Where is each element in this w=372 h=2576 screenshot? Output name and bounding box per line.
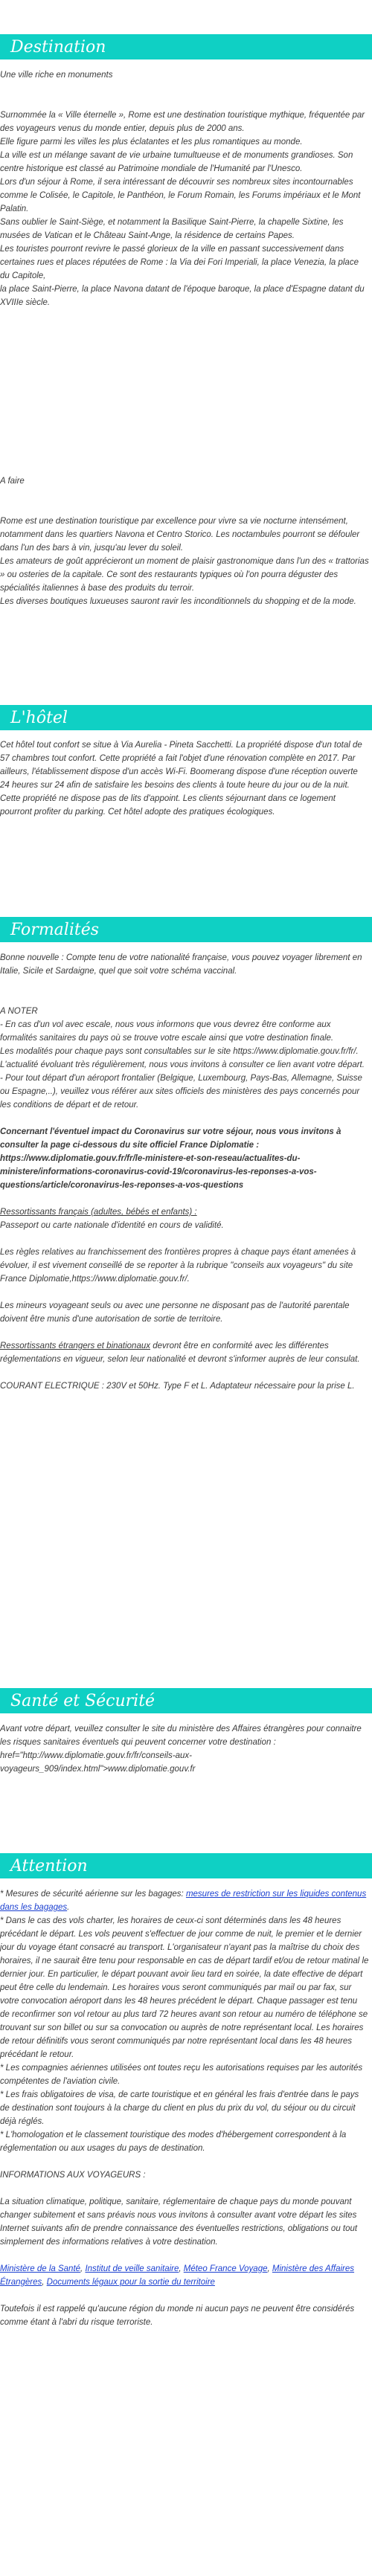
note-paragraph: Les modalités pour chaque pays sont consultables sur le site https://www.diplomatie.gouv.fr/fr/. L'actualité évoluant très régulièrement, nous vous invitons à consulter ce lien avant votre départ. (0, 1047, 365, 1069)
note-paragraph: - Pour tout départ d'un aéroport frontalier (Belgique, Luxembourg, Pays-Bas, Allemagne, Suisse ou Espagne,..), veuillez vous référer aux sites officiels des ministères des pays concernés pour les conditions de départ et de retour. (0, 1074, 362, 1110)
sante-banner (0, 1688, 372, 1713)
hotel-banner (0, 705, 372, 730)
ressortissants-etrangers-text: devront être en conformité avec les différentes réglementations en vigueur, selon leur nationalité et devront s'informer auprès de leur consulat. (0, 1342, 360, 1364)
destination-intro: Une ville riche en monuments (0, 71, 113, 80)
afaire-paragraph: Les diverses boutiques luxueuses sauront ravir les inconditionnels du shopping et de la mode. (0, 597, 356, 606)
hotel-section (0, 738, 369, 819)
destination-banner (0, 34, 372, 59)
formalites-banner (0, 917, 372, 942)
destination-paragraph: la place Saint-Pierre, la place Navona datant de l'époque baroque, la place d'Espagne datant du XVIIIe siècle. (0, 285, 365, 307)
ministere-sante-link[interactable]: Ministère de la Santé (0, 2264, 81, 2273)
affaires-etrangeres-link[interactable]: Ministère des Affaires Étrangères (0, 2264, 355, 2287)
mineurs-paragraph: Les mineurs voyageant seuls ou avec une personne ne disposant pas de l'autorité parentale doivent être munis d'une autorisation de sortie de territoire. (0, 1301, 350, 1324)
afaire-title: A faire (0, 477, 25, 486)
ressortissants-francais-text: Passeport ou carte nationale d'identité en cours de validité. (0, 1221, 224, 1230)
destination-section (0, 68, 369, 309)
info-title: INFORMATIONS AUX VOYAGEURS : (0, 2171, 146, 2180)
courant-electrique: COURANT ELECTRIQUE : 230V et 50Hz. Type F et L. Adaptateur nécessaire pour la prise L. (0, 1382, 355, 1391)
frais-item: * Les frais obligatoires de visa, de carte touristique et en général les frais d'entrée dans le pays de destination sont toujours à la charge du client en plus du prix du vol, du séjour ou du circuit déjà réglés. (0, 2090, 359, 2126)
links-paragraph: Ministère de la Santé, Institut de veille sanitaire, Méteo France Voyage, Ministère des Affaires Étrangères, Documents légaux pour la sortie du territoire (0, 2264, 355, 2287)
bagages-item (0, 1887, 369, 1914)
liquides-link[interactable]: mesures de restriction sur les liquides contenus dans les bagages (0, 1890, 367, 1912)
hotel-paragraph: Cet hôtel tout confort se situe à Via Aurelia - Pineta Sacchetti. La propriété dispose d'un total de 57 chambres tout confort. Cette propriété a fait l'objet d'une rénovation complète en 2017. Par ailleurs, l'établissement dispose d'un accès Wi-Fi. Boomerang dispose d'une réception ouverte 24 heures sur 24 afin de satisfaire les besoins des clients à toute heure du jour ou de la nuit. Cette propriété ne dispose pas de lits d'appoint. Les clients séjournant dans ce logement pourront profiter du parking. Cet hôtel adopte des pratiques écologiques. (0, 741, 362, 817)
ressortissants-francais-title: Ressortissants français (adultes, bébés et enfants) : (0, 1208, 197, 1217)
destination-paragraph: Elle figure parmi les villes les plus éclatantes et les plus romantiques au monde. (0, 138, 303, 146)
afaire-paragraph: Rome est une destination touristique par excellence pour vivre sa vie nocturne intensément, notamment dans les quartiers Navona et Centro Storico. Les noctambules pourront se défouler dans l'un des bars à vin, jusqu'au lever du soleil. (0, 517, 360, 553)
destination-title: Destination (10, 38, 106, 57)
sante-section (0, 1722, 369, 1776)
ressortissants-etrangers-title: Ressortissants étrangers et binationaux (0, 1342, 150, 1350)
note-title: A NOTER (0, 1007, 38, 1016)
bagages-label: * Mesures de sécurité aérienne sur les bagages: (0, 1890, 186, 1899)
homologation-item: * L'homologation et le classement touristique des modes d'hébergement correspondent à la réglementation ou aux usages du pays de destination. (0, 2131, 347, 2153)
sante-title: Santé et Sécurité (10, 1692, 155, 1710)
destination-paragraph: Sans oublier le Saint-Siège, et notamment la Basilique Saint-Pierre, la chapelle Sixtine, les musées de Vatican et le Château Saint-Ange, la résidence de certains Papes. (0, 218, 344, 240)
bagages-suffix: . (67, 1903, 70, 1912)
terrorisme-paragraph: Toutefois il est rappelé qu'aucune région du monde ni aucun pays ne peuvent être considérés comme étant à l'abri du risque terroriste. (0, 2305, 355, 2327)
compagnies-item: * Les compagnies aériennes utilisées ont toutes reçu les autorisations requises par les autorités compétentes de l'aviation civile. (0, 2064, 363, 2086)
formalites-title: Formalités (10, 921, 100, 939)
formalites-section (0, 951, 369, 1393)
frontieres-paragraph: Les règles relatives au franchissement des frontières propres à chaque pays étant amenées à évoluer, il est vivement conseillé de se reporter à la rubrique "conseils aux voyageurs" du site France Diplomatie,https://www.diplomatie.gouv.fr/. (0, 1248, 356, 1284)
coronavirus-notice: Concernant l'éventuel impact du Coronavirus sur votre séjour, nous vous invitons à consulter la page ci-dessous du site officiel France Diplomatie : https://www.diplomatie.gouv.fr/fr/le-ministere-et-son-reseau/actualites-du-ministere/informations-coronavirus-covid-19/coronavirus-les-reponses-a-vos-questions/article/coronavirus-les-reponses-a-vos-questions (0, 1127, 341, 1190)
destination-paragraph: Lors d'un séjour à Rome, il sera intéressant de découvrir ses nombreux sites incontournables comme le Colisée, le Capitole, le Panthéon, le Forum Romain, les Forums impériaux et le Mont Palatin. (0, 178, 361, 213)
note-paragraph: - En cas d'un vol avec escale, nous vous informons que vous devrez être conforme aux formalités sanitaires du pays où se trouve votre escale ainsi que votre destination finale. (0, 1020, 334, 1043)
charter-item: * Dans le cas des vols charter, les horaires de ceux-ci sont déterminés dans les 48 heures précédant le départ. Les vols peuvent s'effectuer de jour comme de nuit, le premier et le dernier jour du voyage étant consacré au transport. L'organisateur n'ayant pas la maîtrise du choix des horaires, il ne saurait être tenu pour responsable en cas de départ tardif et/ou de retour matinal le dernier jour. En particulier, le départ pouvant avoir lieu tard en soirée, la date effective de départ peut être celle du lendemain. Les horaires vous seront communiqués par mail ou par fax, sur votre convocation aéroport dans les 48 heures précédent le départ. Chaque passager est tenu de reconfirmer son vol retour au plus tard 72 heures avant son retour au numéro de téléphone se trouvant sur son billet ou sur sa convocation ou auprès de notre représentant local. Les horaires de retour définitifs vous seront communiqués par notre représentant local dans les 48 heures précédant le retour. (0, 1916, 369, 2059)
sante-paragraph: Avant votre départ, veuillez consulter le site du ministère des Affaires étrangères pour connaitre les risques sanitaires éventuels qui peuvent concerner votre destination : href="http://www.diplomatie.gouv.fr/fr/conseils-aux-voyageurs_909/index.html">www.diplomatie.gouv.fr (0, 1725, 362, 1774)
info-paragraph: La situation climatique, politique, sanitaire, réglementaire de chaque pays du monde pouvant changer subitement et sans préavis nous vous invitons à consulter avant votre départ les sites Internet suivants afin de prendre connaissance des éventuelles restrictions, obligations ou tout simplement des informations relatives à votre destination. (0, 2197, 358, 2247)
destination-paragraph: Surnommée la « Ville éternelle », Rome est une destination touristique mythique, fréquentée par des voyageurs venus du monde entier, depuis plus de 2000 ans. (0, 111, 365, 133)
attention-banner (0, 1853, 372, 1878)
destination-paragraph: Les touristes pourront revivre le passé glorieux de la ville en passant successivement dans certaines rues et places réputées de Rome : la Via dei Fori Imperiali, la place Venezia, la place du Capitole, (0, 245, 359, 280)
afaire-paragraph: Les amateurs de goût apprécieront un moment de plaisir gastronomique dans l'un des « trattorias » ou osteries de la capitale. Ce sont des restaurants typiques où l'on pourra déguster des spécialités italiennes à base des produits du terroir. (0, 557, 369, 593)
attention-section (0, 1887, 369, 2329)
hotel-title: L'hôtel (10, 709, 68, 727)
meteo-france-link[interactable]: Méteo France Voyage (183, 2264, 268, 2273)
afaire-section (0, 474, 369, 608)
destination-paragraph: La ville est un mélange savant de vie urbaine tumultueuse et de monuments grandioses. Son centre historique est classé au Patrimoine mondiale de l'Humanité par l'Unesco. (0, 151, 353, 173)
ressortissants-etrangers-paragraph (0, 1339, 369, 1366)
attention-title: Attention (10, 1857, 88, 1875)
veille-sanitaire-link[interactable]: Institut de veille sanitaire (85, 2264, 179, 2273)
formalites-paragraph: Bonne nouvelle : Compte tenu de votre nationalité française, vous pouvez voyager librement en Italie, Sicile et Sardaigne, quel que soit votre schéma vaccinal. (0, 953, 362, 976)
documents-legaux-link[interactable]: Documents légaux pour la sortie du territoire (46, 2278, 215, 2287)
